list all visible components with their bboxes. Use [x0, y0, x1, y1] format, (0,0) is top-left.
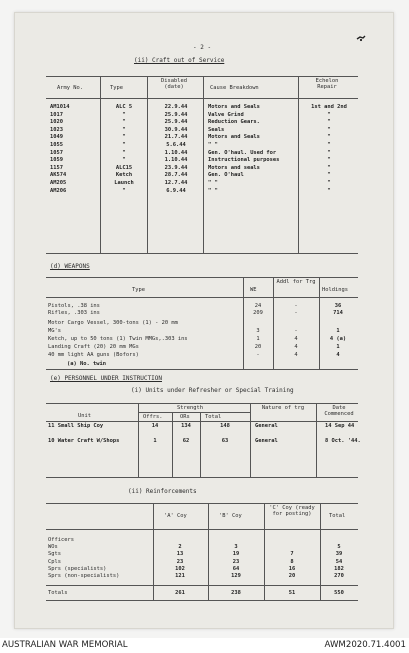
personnel-total: 148	[220, 423, 230, 429]
reinf-a-coy: 2	[178, 544, 182, 551]
weapons-header-addl-trg: Addl for Trg	[276, 279, 316, 285]
weapon-type: Rifles, .303 ins	[48, 310, 100, 316]
craft-type: "	[122, 119, 126, 126]
personnel-unit: 11 Small Ship Coy	[48, 423, 104, 429]
craft-repair: "	[327, 126, 331, 133]
personnel-ors: 134	[181, 423, 191, 429]
personnel-header-date: Date Commenced	[324, 405, 354, 417]
weapon-addl-trg: -	[294, 303, 298, 309]
weapon-type: Motor Cargo Vessel, 300-tons (1) - 20 mm	[48, 320, 178, 326]
craft-repair: "	[327, 157, 331, 164]
craft-army-no: 1049	[50, 134, 63, 141]
reinf-b-coy: 64	[232, 565, 240, 572]
page-number: - 2 -	[193, 44, 212, 51]
weapon-type: Ketch, up to 50 tons (1) Twin MMGs,.303 ins	[48, 336, 188, 342]
personnel-date: 14 Sep 44	[325, 423, 355, 429]
personnel-header-strength: Strength	[177, 405, 203, 411]
reinf-a-coy: 13	[176, 551, 184, 558]
craft-type: "	[122, 149, 126, 156]
weapon-we: 209	[253, 310, 263, 316]
craft-type: "	[122, 126, 126, 133]
reinf-total: 5	[337, 544, 341, 551]
craft-army-no: 1017	[50, 111, 63, 118]
reinf-header-a-coy: 'A' Coy	[164, 513, 187, 519]
reinf-totals-value: 238	[231, 590, 241, 596]
weapons-header-we: WE	[250, 287, 257, 293]
personnel-nature: General	[255, 423, 278, 429]
personnel-total: 63	[221, 438, 229, 444]
craft-cause: " "	[208, 142, 218, 148]
craft-type: "	[122, 111, 126, 118]
personnel-header-nature: Nature of trg	[261, 405, 305, 411]
reinf-category: Cpls	[48, 558, 61, 565]
weapon-holdings: 1	[336, 328, 340, 334]
craft-disabled-date: 6.9.44	[166, 187, 186, 194]
craft-cause: " "	[208, 187, 218, 194]
craft-cause: Motors and Seals	[208, 134, 260, 141]
craft-header-cause-breakdown: Cause Breakdown	[210, 85, 259, 91]
personnel-section-title: (e) PERSONNEL UNDER INSTRUCTION	[50, 375, 162, 382]
weapon-addl-trg: 4	[294, 344, 298, 350]
craft-repair: "	[327, 180, 331, 186]
reinf-b-coy: 3	[234, 544, 238, 551]
craft-army-no: 1020	[50, 119, 63, 126]
weapon-holdings: 36	[334, 303, 342, 309]
craft-disabled-date: 1.10.44	[164, 157, 188, 164]
craft-army-no: 1059	[50, 157, 63, 164]
reinf-category: Sprs (specialists)	[48, 565, 107, 572]
reinf-header-b-coy: 'B' Coy	[219, 513, 242, 519]
personnel-ors: 62	[182, 438, 190, 444]
craft-disabled-date: 12.7.44	[164, 180, 188, 186]
weapon-we: 20	[254, 344, 262, 350]
craft-cause: Valve Grind	[208, 111, 244, 118]
reinf-a-coy: 121	[175, 573, 185, 579]
craft-disabled-date: 21.7.44	[164, 134, 188, 141]
personnel-nature: General	[255, 438, 278, 444]
craft-cause: Gen. O'haul	[208, 172, 244, 179]
reinf-totals-value: 550	[334, 590, 344, 596]
craft-cause: Gen. O'haul. Used for	[208, 149, 277, 156]
craft-cause: Seals	[208, 126, 225, 133]
weapons-header-holdings: Holdings	[322, 287, 348, 293]
craft-header-echelon-repair: Echelon Repair	[315, 78, 339, 90]
reinf-total: 39	[335, 551, 343, 558]
reinf-c-coy: 8	[290, 558, 294, 565]
personnel-header-unit: Unit	[78, 413, 91, 419]
craft-disabled-date: 1.10.44	[164, 149, 188, 156]
craft-cause: Instructional purposes	[208, 157, 280, 164]
craft-army-no: AM206	[50, 187, 67, 194]
reinf-b-coy: 23	[232, 558, 240, 565]
craft-disabled-date: 5.6.44	[166, 142, 186, 148]
craft-repair: "	[327, 142, 331, 148]
reinf-totals-label: Totals	[48, 590, 68, 596]
craft-repair: "	[327, 134, 331, 141]
weapon-we: 1	[256, 336, 260, 342]
personnel-offrs: 1	[153, 438, 157, 444]
reinf-totals-value: 261	[175, 590, 185, 596]
reinf-category: Officers	[48, 537, 74, 543]
craft-cause: Motors and Seals	[208, 104, 260, 110]
reinf-c-coy: 16	[288, 565, 296, 572]
craft-type: Ketch	[115, 172, 133, 179]
craft-disabled-date: 25.9.44	[164, 111, 188, 118]
craft-type: "	[122, 134, 126, 141]
personnel-unit: 10 Water Craft W/Shops	[48, 438, 120, 444]
ink-mark	[356, 34, 366, 42]
weapon-type: MG's	[48, 328, 61, 334]
personnel-date: 8 Oct. '44.	[325, 438, 361, 444]
weapon-type: Landing Craft (20) 20 mm MGs	[48, 344, 139, 350]
reinf-header-total: Total	[329, 513, 346, 519]
craft-repair: "	[327, 187, 331, 194]
weapon-we: -	[256, 352, 260, 358]
weapon-we: 3	[256, 328, 260, 334]
weapon-holdings: 4	[336, 352, 340, 358]
craft-repair: "	[327, 119, 331, 126]
reinf-a-coy: 102	[175, 565, 185, 572]
craft-army-no: AM1014	[50, 104, 70, 110]
craft-type: Launch	[114, 180, 134, 186]
craft-repair: "	[327, 149, 331, 156]
weapon-addl-trg: -	[294, 328, 298, 334]
weapon-type: Pistols, .38 ins	[48, 303, 100, 309]
reinf-a-coy: 23	[176, 558, 184, 565]
reinf-header-c-coy: 'C' Coy (ready for posting)	[269, 505, 315, 517]
weapons-header-type: Type	[132, 287, 145, 293]
craft-cause: Motors and seals	[208, 164, 260, 171]
personnel-offrs: 14	[151, 423, 159, 429]
personnel-subtitle: (i) Units under Refresher or Special Training	[131, 387, 294, 394]
reinf-category: Sprs (non-specialists)	[48, 573, 120, 579]
footer-bar	[0, 638, 409, 653]
craft-army-no: 1057	[50, 149, 63, 156]
footer-credit: AUSTRALIAN WAR MEMORIAL	[2, 640, 128, 650]
weapon-addl-trg: 4	[294, 336, 298, 342]
craft-disabled-date: 23.9.44	[164, 164, 188, 171]
reinf-b-coy: 129	[231, 573, 241, 579]
craft-header-army-no: Army No.	[57, 85, 83, 91]
craft-cause: " "	[208, 180, 218, 186]
weapon-type: 40 mm light AA guns (Bofors)	[48, 352, 139, 358]
craft-army-no: 1157	[50, 164, 63, 171]
craft-repair: "	[327, 164, 331, 171]
craft-disabled-date: 28.7.44	[164, 172, 188, 179]
craft-army-no: 1023	[50, 126, 63, 133]
craft-repair: "	[327, 111, 331, 118]
reinf-totals-value: 51	[288, 590, 296, 596]
craft-cause: Reduction Gears.	[208, 119, 260, 126]
personnel-header-offrs: Offrs.	[143, 414, 163, 420]
reinf-total: 54	[335, 558, 343, 565]
weapon-holdings: 1	[336, 344, 340, 350]
craft-header-disabled-date: Disabled (date)	[161, 78, 187, 90]
craft-disabled-date: 25.9.44	[164, 119, 188, 126]
craft-header-type: Type	[110, 85, 123, 91]
reinforcements-title: (ii) Reinforcements	[128, 488, 197, 495]
weapon-addl-trg: 4	[294, 352, 298, 358]
weapons-section-title: (d) WEAPONS	[50, 263, 90, 270]
reinf-total: 270	[334, 573, 344, 579]
craft-type: "	[122, 157, 126, 164]
craft-type: "	[122, 142, 126, 148]
weapon-we: 24	[254, 303, 262, 309]
reinf-category: WOs	[48, 544, 58, 551]
weapon-holdings: 4 (a)	[329, 336, 347, 342]
craft-repair: "	[327, 172, 331, 179]
craft-type: "	[122, 187, 126, 194]
craft-type: ALC 5	[115, 104, 133, 110]
weapon-addl-trg: -	[294, 310, 298, 316]
reinf-category: Sgts	[48, 551, 61, 558]
craft-army-no: AK574	[50, 172, 67, 179]
craft-repair: 1st and 2nd	[311, 104, 347, 110]
craft-army-no: AM205	[50, 180, 67, 186]
reinf-total: 182	[334, 565, 344, 572]
craft-army-no: 1055	[50, 142, 63, 148]
craft-disabled-date: 30.9.44	[164, 126, 188, 133]
reinf-c-coy: 20	[288, 573, 296, 579]
footer-accession-number: AWM2020.71.4001	[324, 640, 406, 650]
reinf-b-coy: 19	[232, 551, 240, 558]
personnel-header-ors: ORs	[180, 414, 190, 420]
craft-disabled-date: 22.9.44	[164, 104, 188, 110]
weapons-note: (a) No. twin	[67, 361, 106, 367]
craft-section-title: (ii) Craft out of Service	[134, 57, 225, 64]
weapon-holdings: 714	[333, 310, 343, 316]
personnel-header-total: Total	[205, 414, 222, 420]
craft-type: ALC15	[115, 164, 133, 171]
reinf-c-coy: 7	[290, 551, 294, 558]
